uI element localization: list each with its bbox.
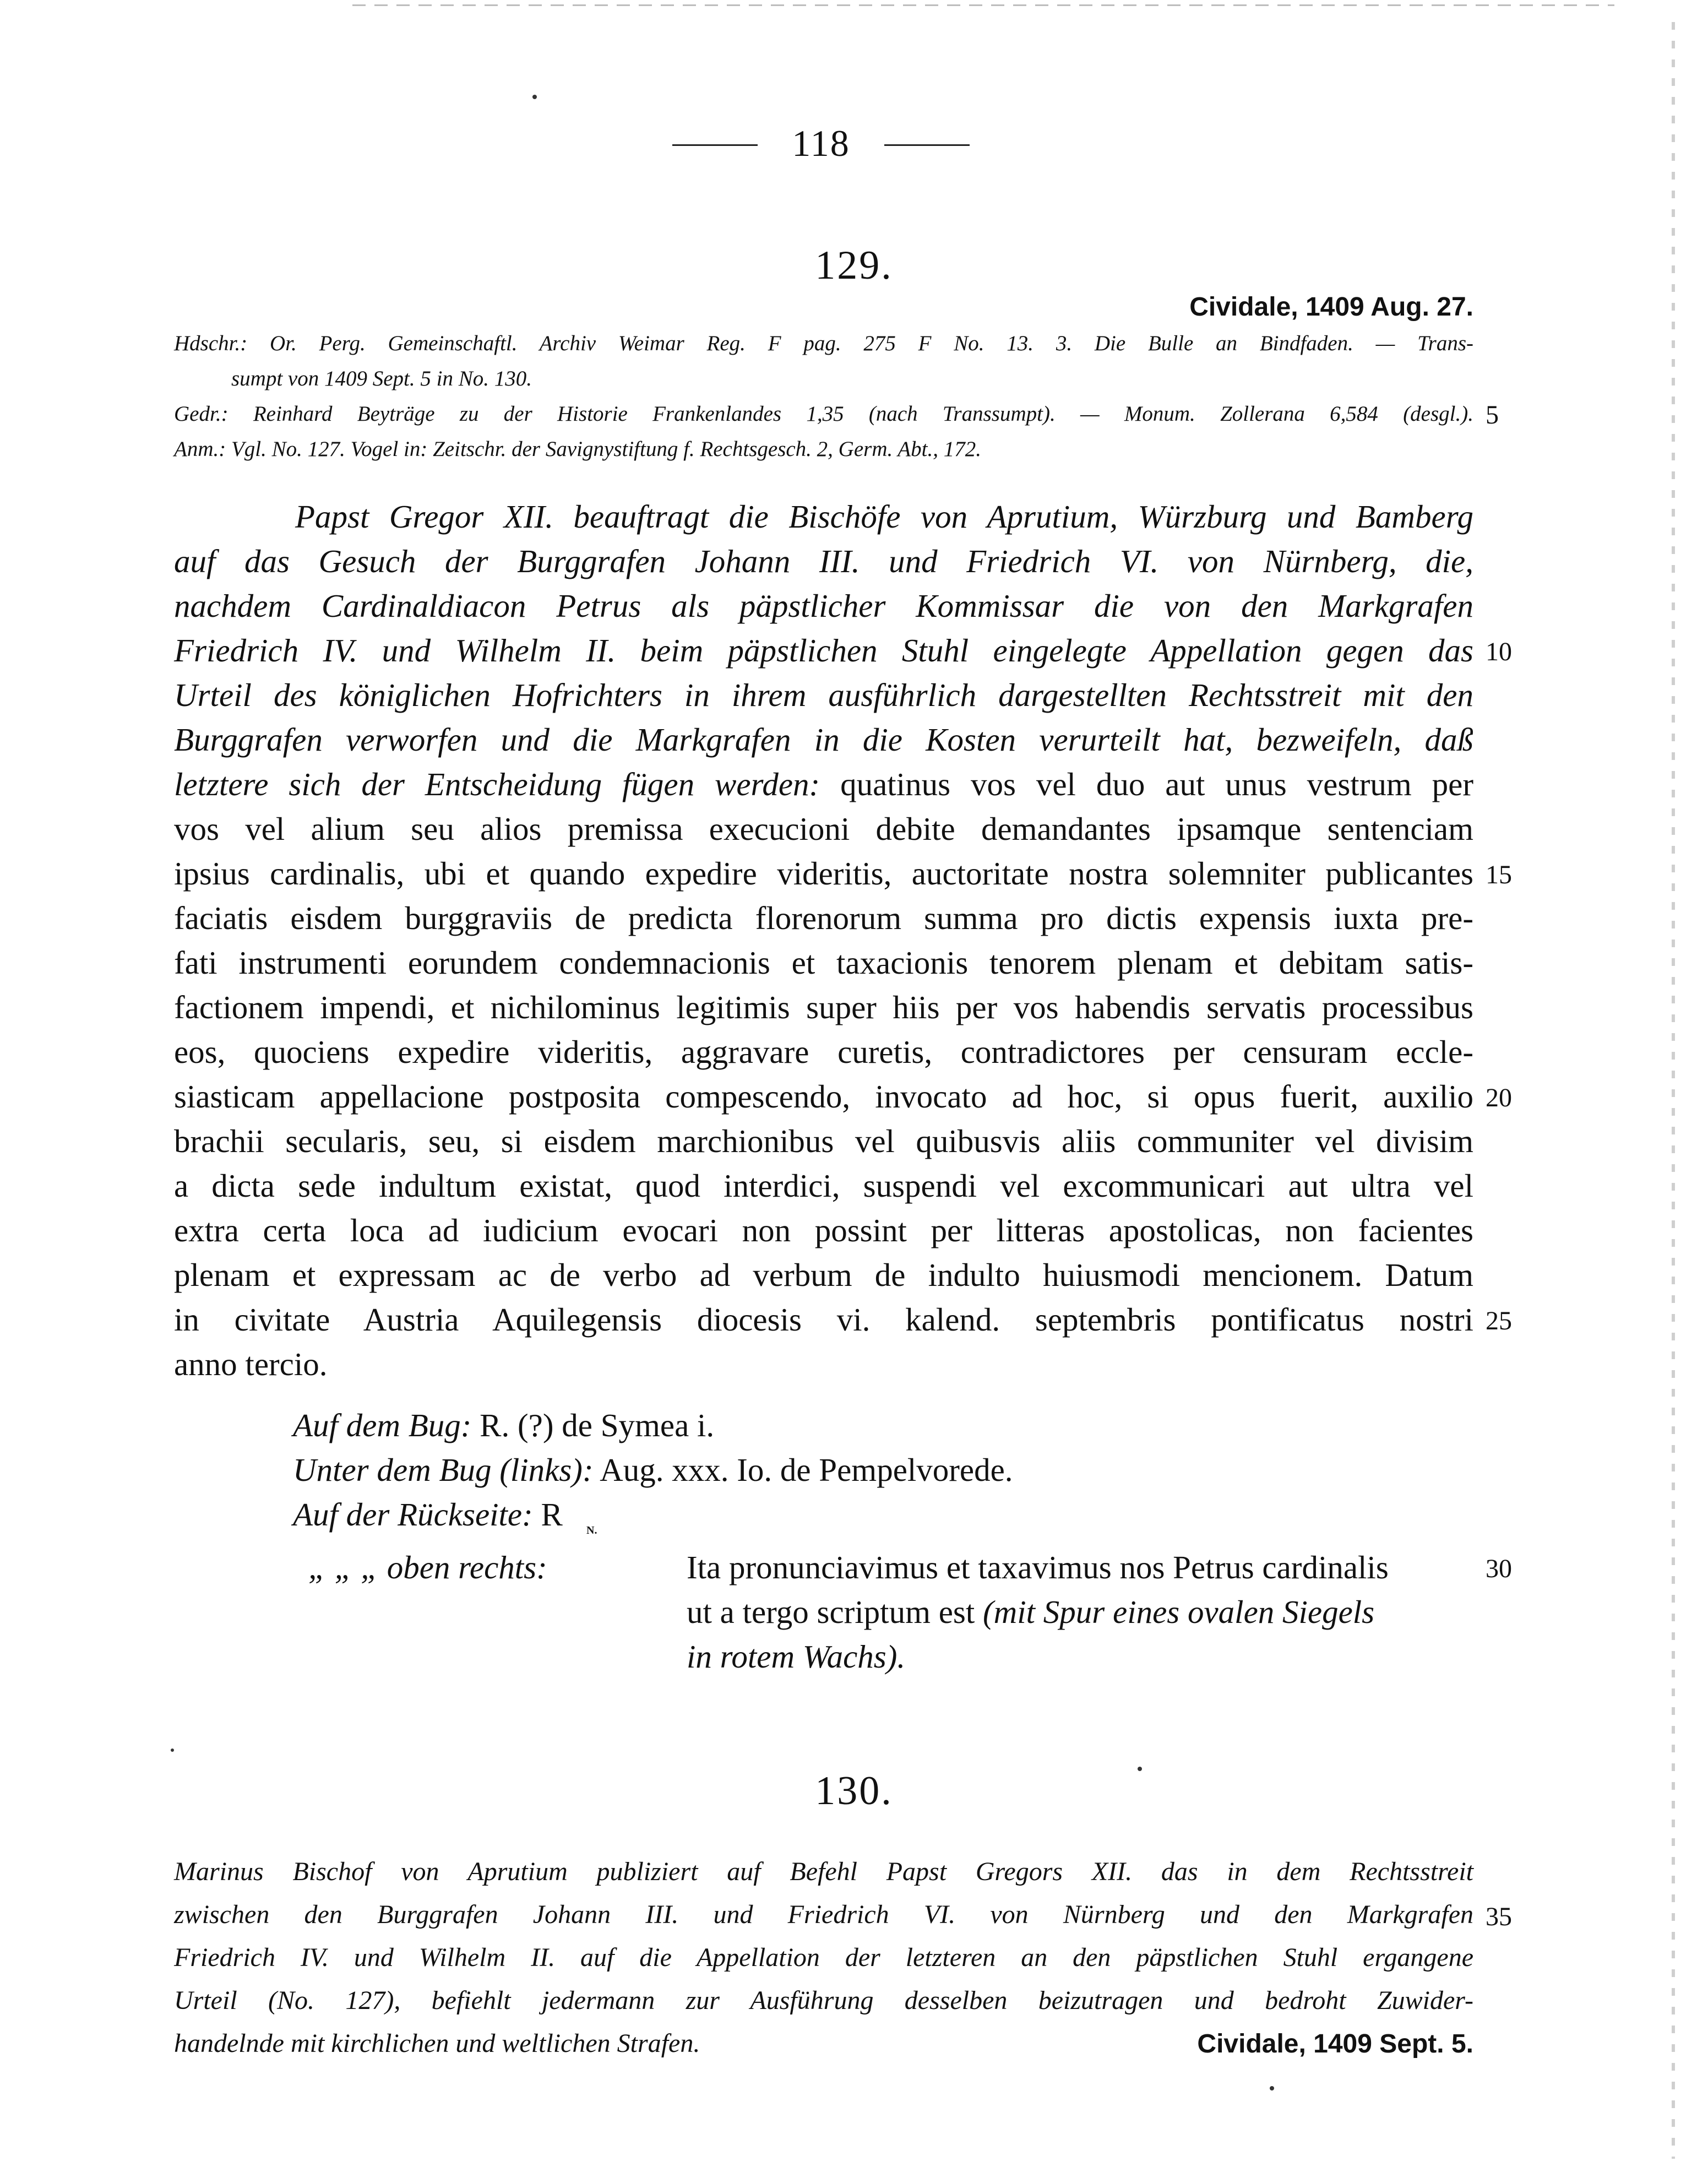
doc-129-text-line: vos vel alium seu alios premissa execucioni debite demandantes ipsamque sentenciam (174, 811, 1473, 847)
endorsement-oben-text (687, 1590, 1374, 1634)
speck (1270, 2086, 1274, 2090)
endorsement-label: Auf der Rückseite: (293, 1496, 533, 1533)
doc-129-text-line: Burggrafen verworfen und die Markgrafen in die Kosten verurteilt hat, bezweifeln, daß (174, 721, 1473, 758)
doc-130-regest-line: zwischen den Burggrafen Johann III. und Friedrich VI. von Nürnberg und den Markgrafen (174, 1900, 1473, 1929)
endorsement-bug (293, 1403, 714, 1448)
scan-edge-top (352, 4, 1614, 6)
speck (171, 1748, 174, 1752)
doc-129-dateline: Cividale, 1409 Aug. 27. (1189, 292, 1473, 322)
summary-end: letztere sich der Entscheidung fügen werden: (174, 766, 820, 802)
doc-130-regest-line: Urteil (No. 127), befiehlt jedermann zur Ausführung desselben beizutragen und bedroht Zuwider- (174, 1986, 1473, 2015)
speck (532, 95, 537, 99)
doc-129-text-line: eos, quociens expedire videritis, aggravare curetis, contradictores per censuram eccle- (174, 1034, 1473, 1070)
doc-129-text-line: nachdem Cardinaldiacon Petrus als päpstlicher Kommissar die von den Markgrafen (174, 588, 1473, 624)
doc-129-text-line: brachii secularis, seu, si eisdem marchionibus vel quibusvis aliis communiter vel divisim (174, 1123, 1473, 1159)
endorsement-unter (293, 1448, 1013, 1492)
doc-129-source-line: Gedr.: Reinhard Beyträge zu der Historie Frankenlandes 1,35 (nach Transsumpt). — Monum. Zollerana 6,584 (desgl.). (174, 402, 1473, 426)
page-header (672, 117, 970, 170)
doc-129-text-line: auf das Gesuch der Burggrafen Johann III. und Friedrich VI. von Nürnberg, die, (174, 543, 1473, 579)
doc-130-regest-line: Marinus Bischof von Aprutium publiziert auf Befehl Papst Gregors XII. das in dem Rechtsstreit (174, 1857, 1473, 1886)
endorsement-oben-text: Ita pronunciavimus et taxavimus nos Petrus cardinalis (687, 1549, 1389, 1585)
doc-129-number: 129. (815, 243, 893, 288)
doc-129-text-line: in civitate Austria Aquilegensis diocesis vi. kalend. septembris pontificatus nostri (174, 1301, 1473, 1338)
doc-129-text-line: extra certa loca ad iudicium evocari non possint per litteras apostolicas, non facientes (174, 1212, 1473, 1248)
margin-line-number: 35 (1486, 1902, 1512, 1931)
page-number: 118 (792, 122, 850, 164)
endorsement-sigla: N. (586, 1524, 597, 1536)
doc-129-text-line: faciatis eisdem burggraviis de predicta florenorum summa pro dictis expensis iuxta pre- (174, 900, 1473, 936)
doc-129-text-line: factionem impendi, et nichilominus legitimis super hiis per vos habendis servatis processibus (174, 989, 1473, 1025)
margin-line-number: 5 (1486, 400, 1499, 430)
endorsement-label: Unter dem Bug (links): (293, 1452, 594, 1488)
doc-129-text-line: ipsius cardinalis, ubi et quando expedire videritis, auctoritate nostra solemniter publicantes (174, 855, 1473, 892)
endorsement-note: (mit Spur eines ovalen Siegels (983, 1594, 1375, 1630)
latin-start: quatinus vos vel duo aut unus vestrum per (820, 766, 1473, 802)
doc-129-text-line: a dicta sede indultum existat, quod interdici, suspendi vel excommunicari aut ultra vel (174, 1167, 1473, 1204)
margin-line-number: 20 (1486, 1083, 1512, 1112)
doc-129-text-line: plenam et expressam ac de verbo ad verbum de indulto huiusmodi mencionem. Datum (174, 1257, 1473, 1293)
header-rule-right (884, 144, 970, 146)
endorsement-text: Aug. xxx. Io. de Pempelvorede. (593, 1452, 1013, 1488)
doc-129-text-line: siasticam appellacione postposita compescendo, invocato ad hoc, si opus fuerit, auxilio (174, 1078, 1473, 1115)
doc-129-source-line: sumpt von 1409 Sept. 5 in No. 130. (231, 367, 532, 390)
doc-130-regest-line: handelnde mit kirchlichen und weltlichen Strafen. (174, 2029, 700, 2058)
margin-line-number: 10 (1486, 637, 1512, 666)
margin-line-number: 15 (1486, 860, 1512, 889)
doc-129-source-line: Anm.: Vgl. No. 127. Vogel in: Zeitschr. der Savignystiftung f. Rechtsgesch. 2, Germ. Abt., 172. (174, 437, 981, 461)
margin-line-number: 30 (1486, 1554, 1512, 1583)
endorsement-text: R (532, 1496, 563, 1533)
endorsement-text: R. (?) de Symea i. (471, 1407, 715, 1443)
doc-130-number: 130. (815, 1768, 893, 1813)
endorsement-oben-label: „ „ „ oben rechts: (308, 1549, 547, 1585)
endorsement-rueckseite (293, 1492, 563, 1537)
doc-129-text-line: Papst Gregor XII. beauftragt die Bischöfe von Aprutium, Würzburg und Bamberg (295, 498, 1473, 535)
endorsement-label: Auf dem Bug: (293, 1407, 472, 1443)
endorsement-text: ut a tergo scriptum est (687, 1594, 983, 1630)
doc-129-text-line: Urteil des königlichen Hofrichters in ihrem ausführlich dargestellten Rechtsstreit mit den (174, 677, 1473, 713)
doc-129-text-line (174, 762, 1473, 807)
margin-line-number: 25 (1486, 1306, 1512, 1335)
endorsement-note: in rotem Wachs). (687, 1638, 906, 1675)
doc-129-text-line: anno tercio. (174, 1346, 328, 1382)
doc-130-dateline: Cividale, 1409 Sept. 5. (1197, 2029, 1473, 2059)
scan-edge-right (1672, 22, 1675, 2159)
doc-130-regest-line: Friedrich IV. und Wilhelm II. auf die Appellation der letzteren an den päpstlichen Stuhl ergangene (174, 1943, 1473, 1972)
doc-129-text-line: Friedrich IV. und Wilhelm II. beim päpstlichen Stuhl eingelegte Appellation gegen das (174, 632, 1473, 669)
doc-129-text-line: fati instrumenti eorundem condemnacionis et taxacionis tenorem plenam et debitam satis- (174, 944, 1473, 981)
doc-129-source-line: Hdschr.: Or. Perg. Gemeinschaftl. Archiv Weimar Reg. F pag. 275 F No. 13. 3. Die Bulle an Bindfaden. — Trans- (174, 332, 1473, 355)
